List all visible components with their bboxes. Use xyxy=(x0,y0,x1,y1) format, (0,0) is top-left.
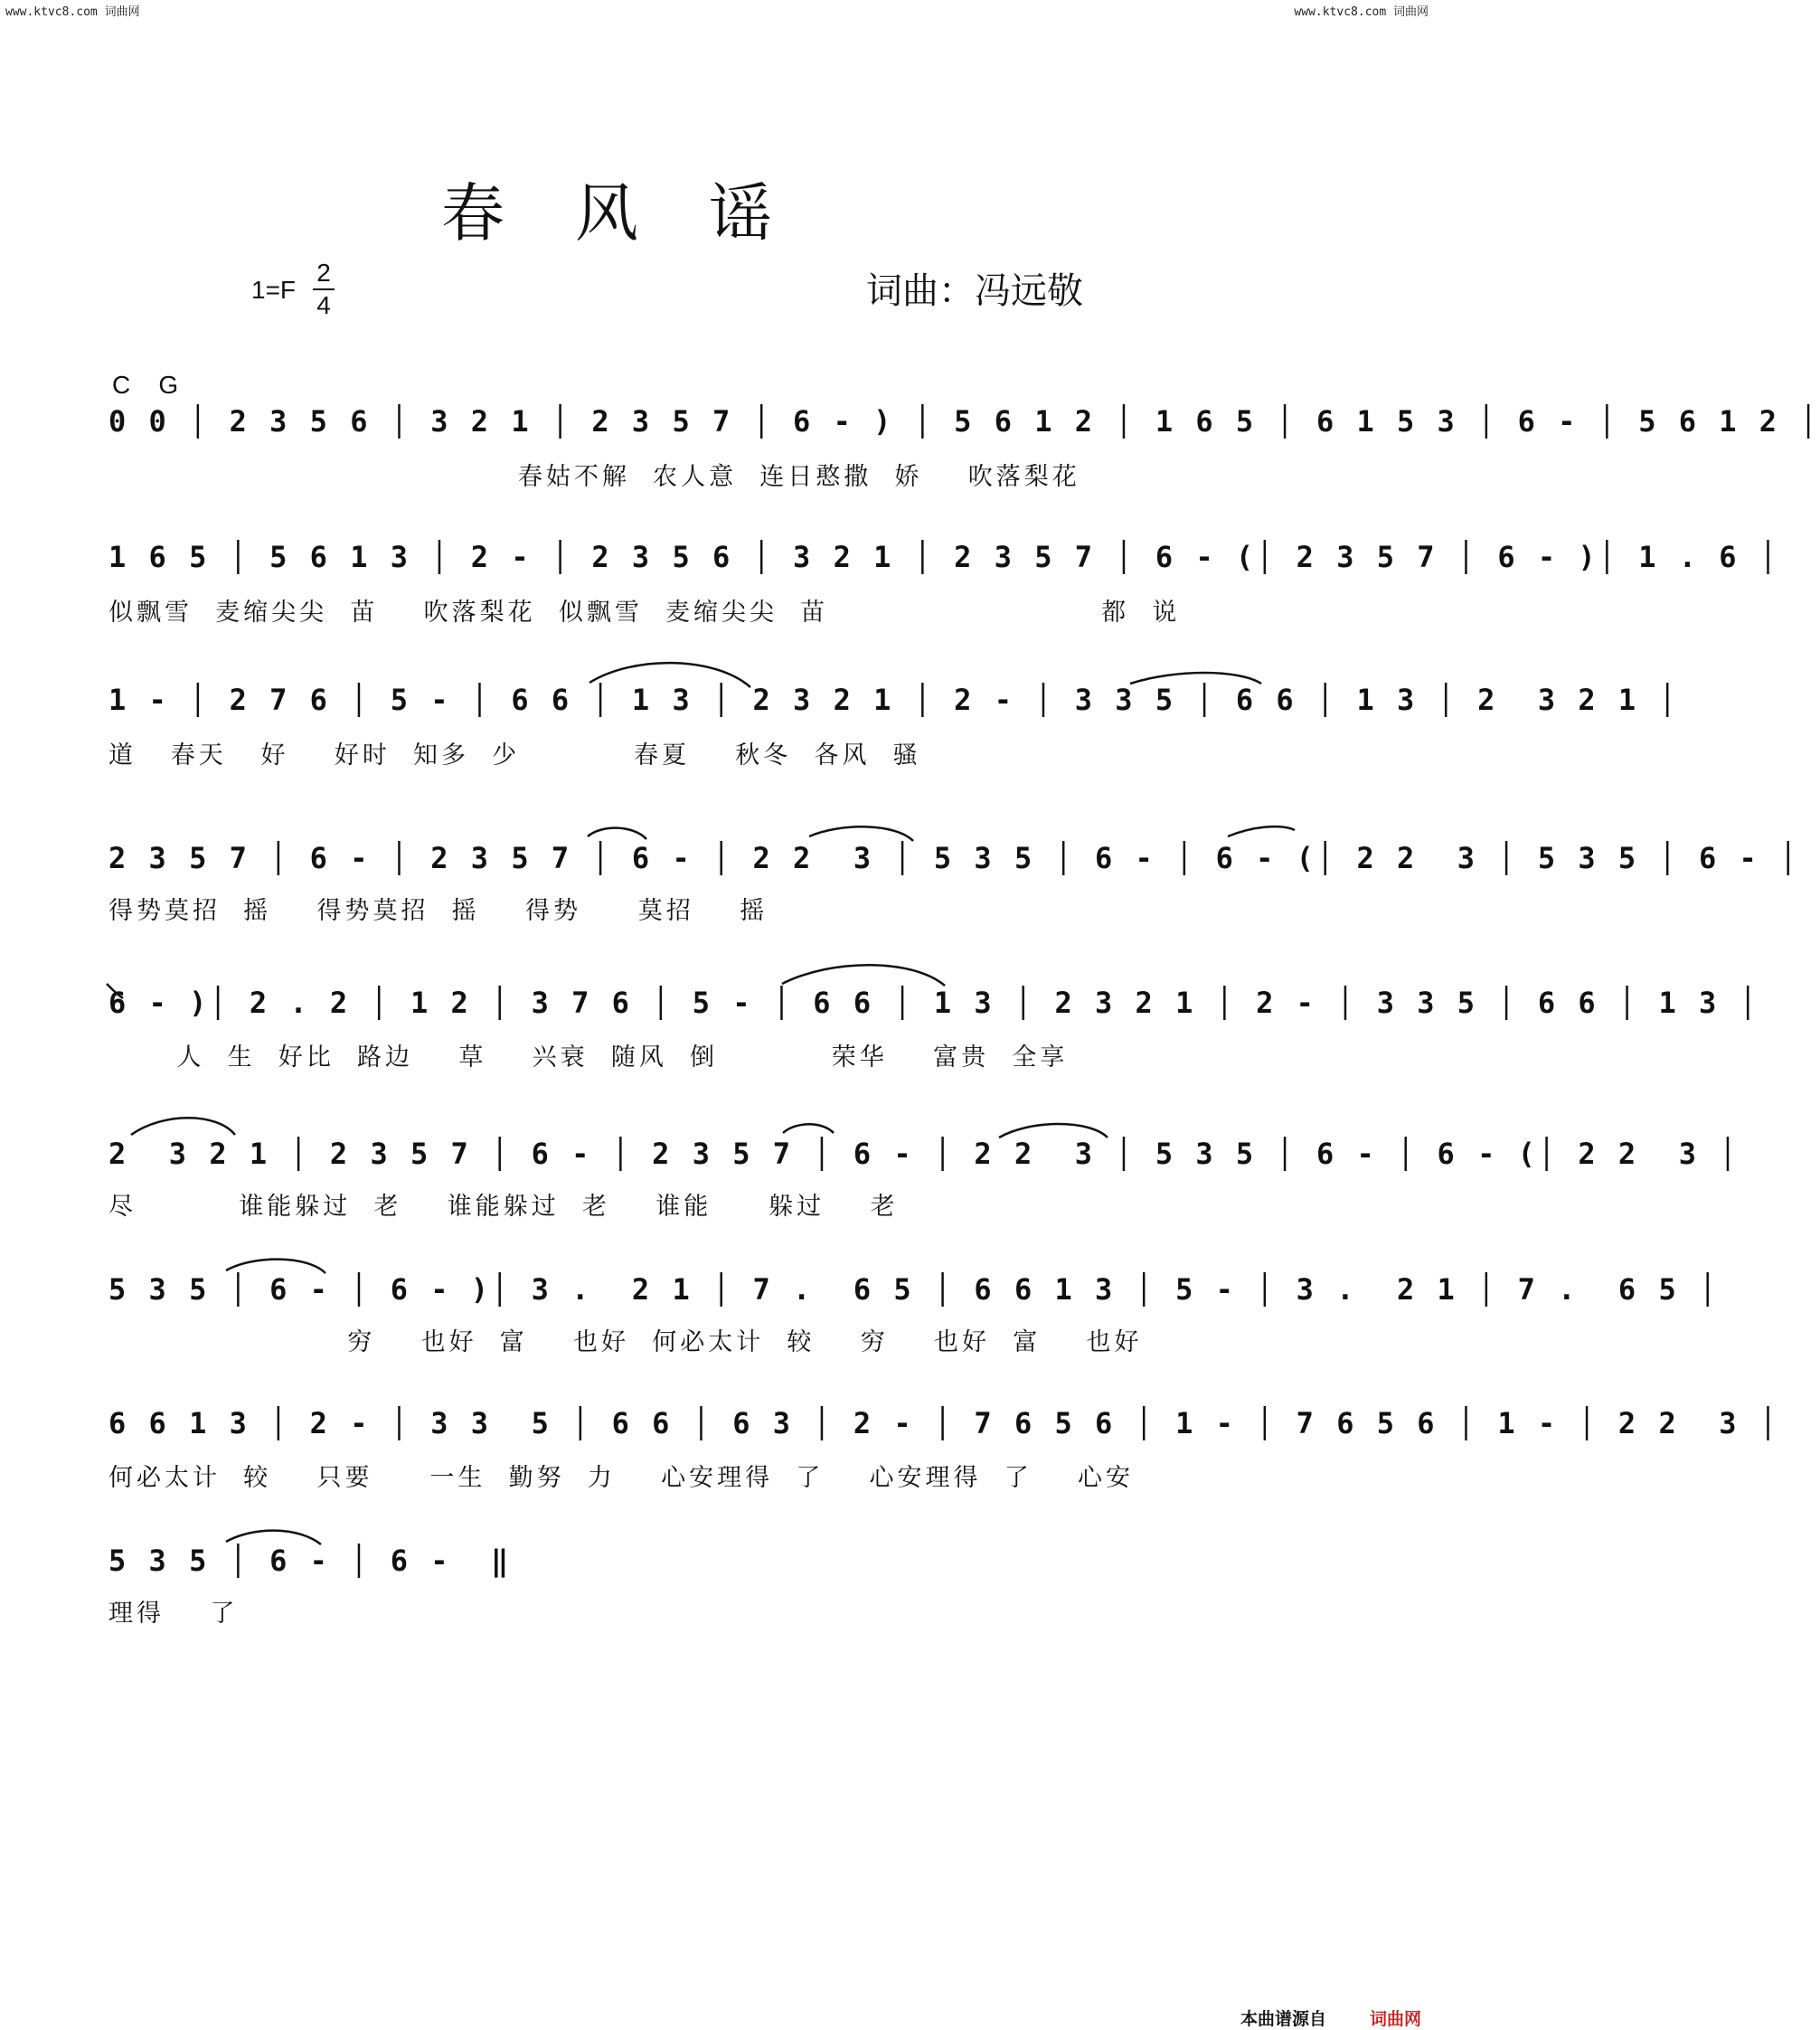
watermark-right: www.ktvc8.com 词曲网 xyxy=(1294,5,1429,19)
lyrics-row-5: 人 生 好比 路边 草 兴衰 随风 倒 荣华 富贵 全享 xyxy=(108,1043,1069,1072)
lyrics-row-4: 得势莫招 摇 得势莫招 摇 得势 莫招 摇 xyxy=(108,897,769,925)
slur-arc xyxy=(782,965,945,986)
song-title: 春风谣 xyxy=(441,176,843,250)
lyrics-row-2: 似飘雪 麦缩尖尖 苗 吹落梨花 似飘雪 麦缩尖尖 苗 都 说 xyxy=(108,599,1181,627)
footer-source-text: 本曲谱源自 xyxy=(1240,2009,1327,2029)
slur-arc xyxy=(226,1531,321,1544)
slur-arc xyxy=(809,826,913,841)
slur-arc xyxy=(588,828,646,839)
notes: 6 6 1 3 │ 2 - │ 3 3 5 │ 6 6 │ 6 3 │ 2 - │ 7 6 5 6 │ 1 - │ 7 6 5 6 │ 1 - │ 2 2 3 │ xyxy=(108,1406,1780,1440)
key-signature: 1=F xyxy=(251,276,297,304)
notes: 2 3 5 7 │ 6 - │ 2 3 5 7 │ 6 - │ 2 2 3 │ 5 3 5 │ 6 - │ 6 - (│ 2 2 3 │ 5 3 5 │ 6 - │ xyxy=(108,841,1800,875)
watermark-left: www.ktvc8.com 词曲网 xyxy=(5,5,140,19)
time-signature-bottom: 4 xyxy=(316,291,331,319)
notes: 1 - │ 2 7 6 │ 5 - │ 6 6 │ 1 3 │ 2 3 2 1 │ 2 - │ 3 3 5 │ 6 6 │ 1 3 │ 2 3 2 1 │ xyxy=(108,683,1679,717)
slur-arc xyxy=(226,1260,325,1273)
lyrics-row-6: 尽 谁能躲过 老 谁能躲过 老 谁能 躲过 老 xyxy=(108,1193,899,1221)
notes: 5 3 5 │ 6 - │ 6 - )│ 3 . 2 1 │ 7 . 6 5 │ 6 6 1 3 │ 5 - │ 3 . 2 1 │ 7 . 6 5 │ xyxy=(108,1272,1720,1307)
lyrics-row-8: 何必太计 较 只要 一生 勤努 力 心安理得 了 心安理得 了 心安 xyxy=(108,1464,1135,1492)
composer-credit: 词曲：冯远敬 xyxy=(866,270,1083,312)
time-signature-top: 2 xyxy=(316,259,331,287)
chord-symbols: C G xyxy=(112,371,179,399)
notes: 0 0 │ 2 3 5 6 │ 3 2 1 │ 2 3 5 7 │ 6 - ) │ 5 6 1 2 │ 1 6 5 │ 6 1 5 3 │ 6 - │ 5 6 1 2 │ xyxy=(108,404,1820,439)
time-signature-divider xyxy=(313,288,335,290)
notes: 2 3 2 1 │ 2 3 5 7 │ 6 - │ 2 3 5 7 │ 6 - │ 2 2 3 │ 5 3 5 │ 6 - │ 6 - (│ 2 2 3 │ xyxy=(108,1137,1740,1171)
notes: 5 3 5 │ 6 - │ 6 - ‖ xyxy=(108,1544,512,1578)
slur-arc xyxy=(131,1118,235,1135)
time-signature xyxy=(313,259,335,320)
slur-arc xyxy=(1228,826,1295,836)
footer-site-logo: 词曲网 xyxy=(1370,2009,1422,2029)
slur-arc xyxy=(999,1124,1108,1138)
slur-arc xyxy=(783,1124,834,1133)
notes: 6 - )│ 2 . 2 │ 1 2 │ 3 7 6 │ 5 - │ 6 6 │ 1 3 │ 2 3 2 1 │ 2 - │ 3 3 5 │ 6 6 │ 1 3 │ xyxy=(108,986,1759,1020)
lyrics-row-1: 春姑不解 农人意 连日憨撒 娇 吹落梨花 xyxy=(108,463,1080,491)
notes: 1 6 5 │ 5 6 1 3 │ 2 - │ 2 3 5 6 │ 3 2 1 │ 2 3 5 7 │ 6 - (│ 2 3 5 7 │ 6 - )│ 1 . 6 │ xyxy=(108,540,1780,574)
lyrics-row-7: 穷 也好 富 也好 何必太计 较 穷 也好 富 也好 xyxy=(108,1328,1143,1356)
lyrics-row-3: 道 春天 好 好时 知多 少 春夏 秋冬 各风 骚 xyxy=(108,741,921,770)
lyrics-row-9: 理得 了 xyxy=(108,1600,239,1628)
